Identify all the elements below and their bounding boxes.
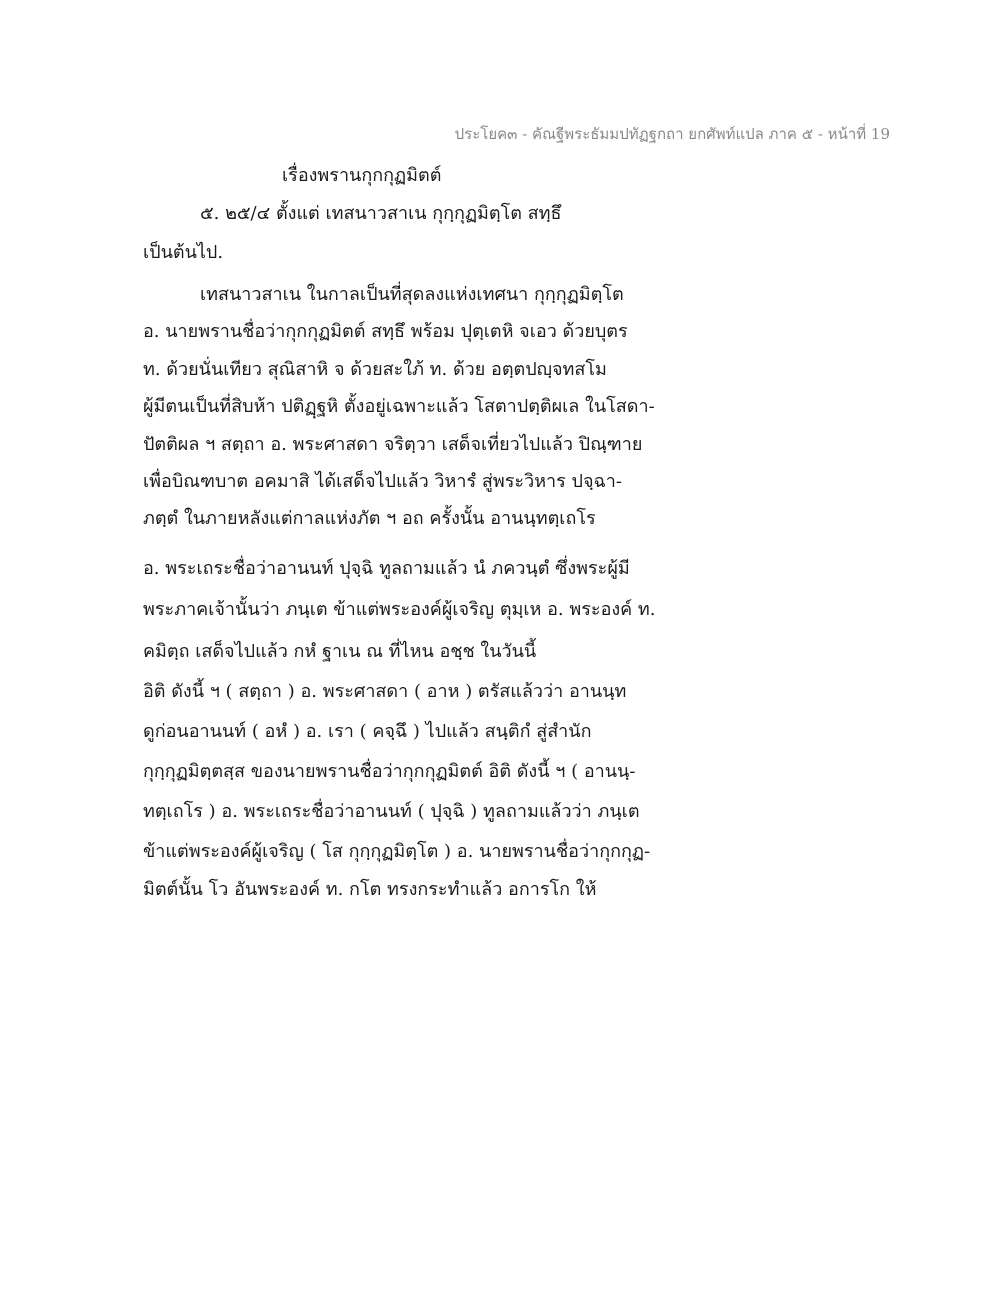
text-line-15: กุกฺกุฏมิตฺตสฺส ของนายพรานชื่อว่ากุกกุฏมิตต์ อิติ ดังนี้ ฯ ( อานนฺ- bbox=[143, 761, 636, 782]
text-line-4: อ. นายพรานชื่อว่ากุกกุฏมิตต์ สทฺธึ พร้อม ปุตฺเตหิ จเอว ด้วยบุตร bbox=[143, 321, 628, 342]
text-line-8: เพื่อบิณฑบาต อคมาสิ ได้เสด็จไปแล้ว วิหารํ สู่พระวิหาร ปจฺฉา- bbox=[143, 471, 622, 492]
page-header: ประโยค๓ - คัณฐีพระธัมมปทัฏฐกถา ยกศัพท์แปล ภาค ๕ - หน้าที่ 19 bbox=[454, 125, 890, 143]
text-line-18: มิตต์นั้น โว อันพระองค์ ท. กโต ทรงกระทำแล้ว อการโก ให้ bbox=[143, 879, 597, 900]
text-line-5: ท. ด้วยนั่นเทียว สุณิสาหิ จ ด้วยสะใภ้ ท. ด้วย อตฺตปญฺจทสโม bbox=[143, 359, 607, 380]
text-line-1: ๕. ๒๕/๔ ตั้งแต่ เทสนาวสาเน กุกฺกุฏมิตฺโต สทฺธึ bbox=[200, 203, 562, 224]
text-line-9: ภตฺตํ ในภายหลังแต่กาลแห่งภัต ฯ อถ ครั้งนั้น อานนฺทตฺเถโร bbox=[143, 508, 596, 529]
text-line-7: ปัตติผล ฯ สตฺถา อ. พระศาสดา จริตฺวา เสด็จเที่ยวไปแล้ว ปิณฺฑาย bbox=[143, 434, 643, 455]
text-line-6: ผู้มีตนเป็นที่สิบห้า ปติฏฺฐหิ ตั้งอยู่เฉพาะแล้ว โสตาปตฺติผเล ในโสดา- bbox=[143, 396, 655, 417]
text-line-13: อิติ ดังนี้ ฯ ( สตฺถา ) อ. พระศาสดา ( อาห ) ตรัสแล้วว่า อานนฺท bbox=[143, 681, 627, 702]
text-line-3: เทสนาวสาเน ในกาลเป็นที่สุดลงแห่งเทศนา กุกฺกุฏมิตฺโต bbox=[200, 284, 624, 305]
text-line-12: คมิตฺถ เสด็จไปแล้ว กหํ ฐาเน ณ ที่ไหน อชฺช ในวันนี้ bbox=[143, 641, 537, 662]
text-line-16: ทตฺเถโร ) อ. พระเถระชื่อว่าอานนท์ ( ปุจฺฉิ ) ทูลถามแล้วว่า ภนฺเต bbox=[143, 801, 640, 822]
text-line-17: ข้าแต่พระองค์ผู้เจริญ ( โส กุกฺกุฏมิตฺโต ) อ. นายพรานชื่อว่ากุกกุฏ- bbox=[143, 841, 651, 862]
text-line-10: อ. พระเถระชื่อว่าอานนท์ ปุจฺฉิ ทูลถามแล้ว นํ ภควนฺตํ ซึ่งพระผู้มี bbox=[143, 558, 630, 579]
text-line-11: พระภาคเจ้านั้นว่า ภนฺเต ข้าแต่พระองค์ผู้เจริญ ตุมฺเห อ. พระองค์ ท. bbox=[143, 599, 656, 620]
story-title: เรื่องพรานกุกกุฏมิตต์ bbox=[282, 165, 442, 186]
text-line-14: ดูก่อนอานนท์ ( อหํ ) อ. เรา ( คจฺฉึ ) ไปแล้ว สนฺติกํ สู่สำนัก bbox=[143, 721, 592, 742]
text-line-2: เป็นต้นไป. bbox=[143, 242, 224, 263]
